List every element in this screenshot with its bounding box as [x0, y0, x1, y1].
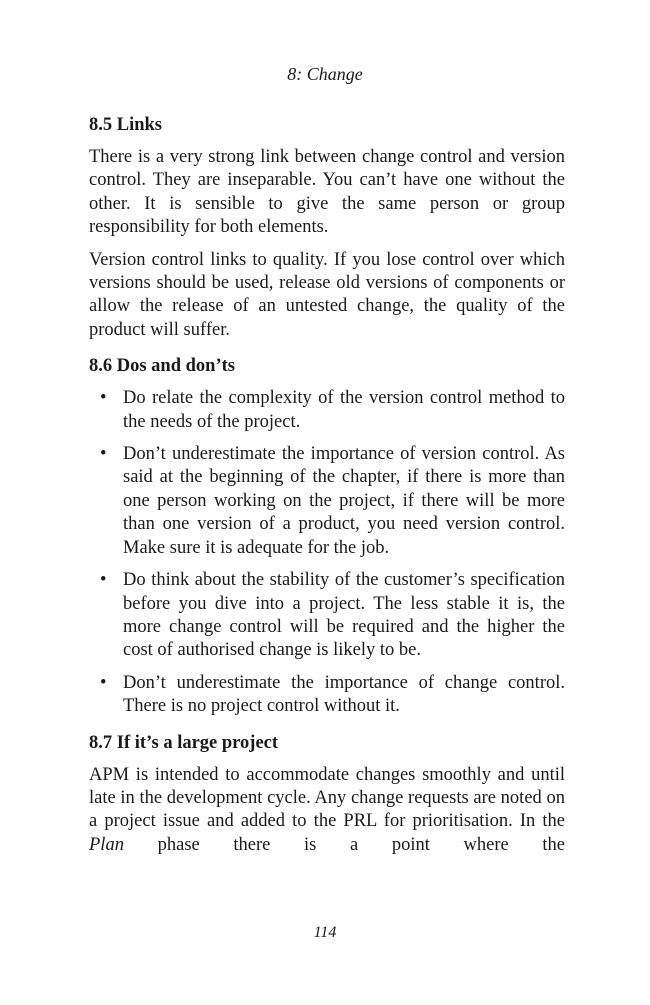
bullet-list [89, 387, 565, 718]
paragraph: There is a very strong link between change control and version control. They are inseparable. You can’t have one without the other. It is sensible to give the same person or group responsibility for both elements. [89, 147, 565, 238]
text-run: APM is intended to accommodate changes smoothly and until late in the development cycle. Any change requests are noted on a project issue and added to the PRL for prioritisation. In the [89, 764, 565, 832]
list-item [89, 387, 565, 434]
bullet-icon: • [100, 570, 107, 591]
bullet-icon: • [100, 444, 107, 465]
list-item-text: Don’t underestimate the importance of version control. As said at the beginning of the chapter, if there is more than one person working on the project, if there will be more than one version of a product, you need version control. Make sure it is adequate for the job. [123, 444, 565, 558]
section-heading-links: 8.5 Links [89, 115, 163, 135]
section-heading-dos-donts: 8.6 Dos and don’ts [89, 356, 235, 377]
list-item-text: Do think about the stability of the customer’s specification before you dive into a project. The less stable it is, the more change control will be required and the higher the cost of authorised change is likely to be. [123, 570, 565, 661]
list-item-text: Do relate the complexity of the version control method to the needs of the project. [123, 388, 565, 432]
bullet-icon: • [100, 388, 107, 409]
list-item [89, 569, 565, 663]
list-item [89, 672, 565, 719]
text-run: phase there is a point where the [123, 834, 565, 855]
paragraph [89, 764, 565, 858]
emphasis-plan: Plan [89, 834, 124, 855]
page-number: 114 [313, 924, 337, 941]
page-body [89, 113, 565, 866]
list-item [89, 443, 565, 560]
paragraph: Version control links to quality. If you lose control over which versions should be used, release old versions of components or allow the release of an untested change, the quality of the product will suffer. [89, 249, 565, 340]
section-heading-large-project: 8.7 If it’s a large project [89, 732, 279, 753]
list-item-text: Don’t underestimate the importance of change control. There is no project control without it. [123, 672, 565, 717]
bullet-icon: • [100, 672, 107, 693]
running-header: 8: Change [287, 64, 363, 84]
